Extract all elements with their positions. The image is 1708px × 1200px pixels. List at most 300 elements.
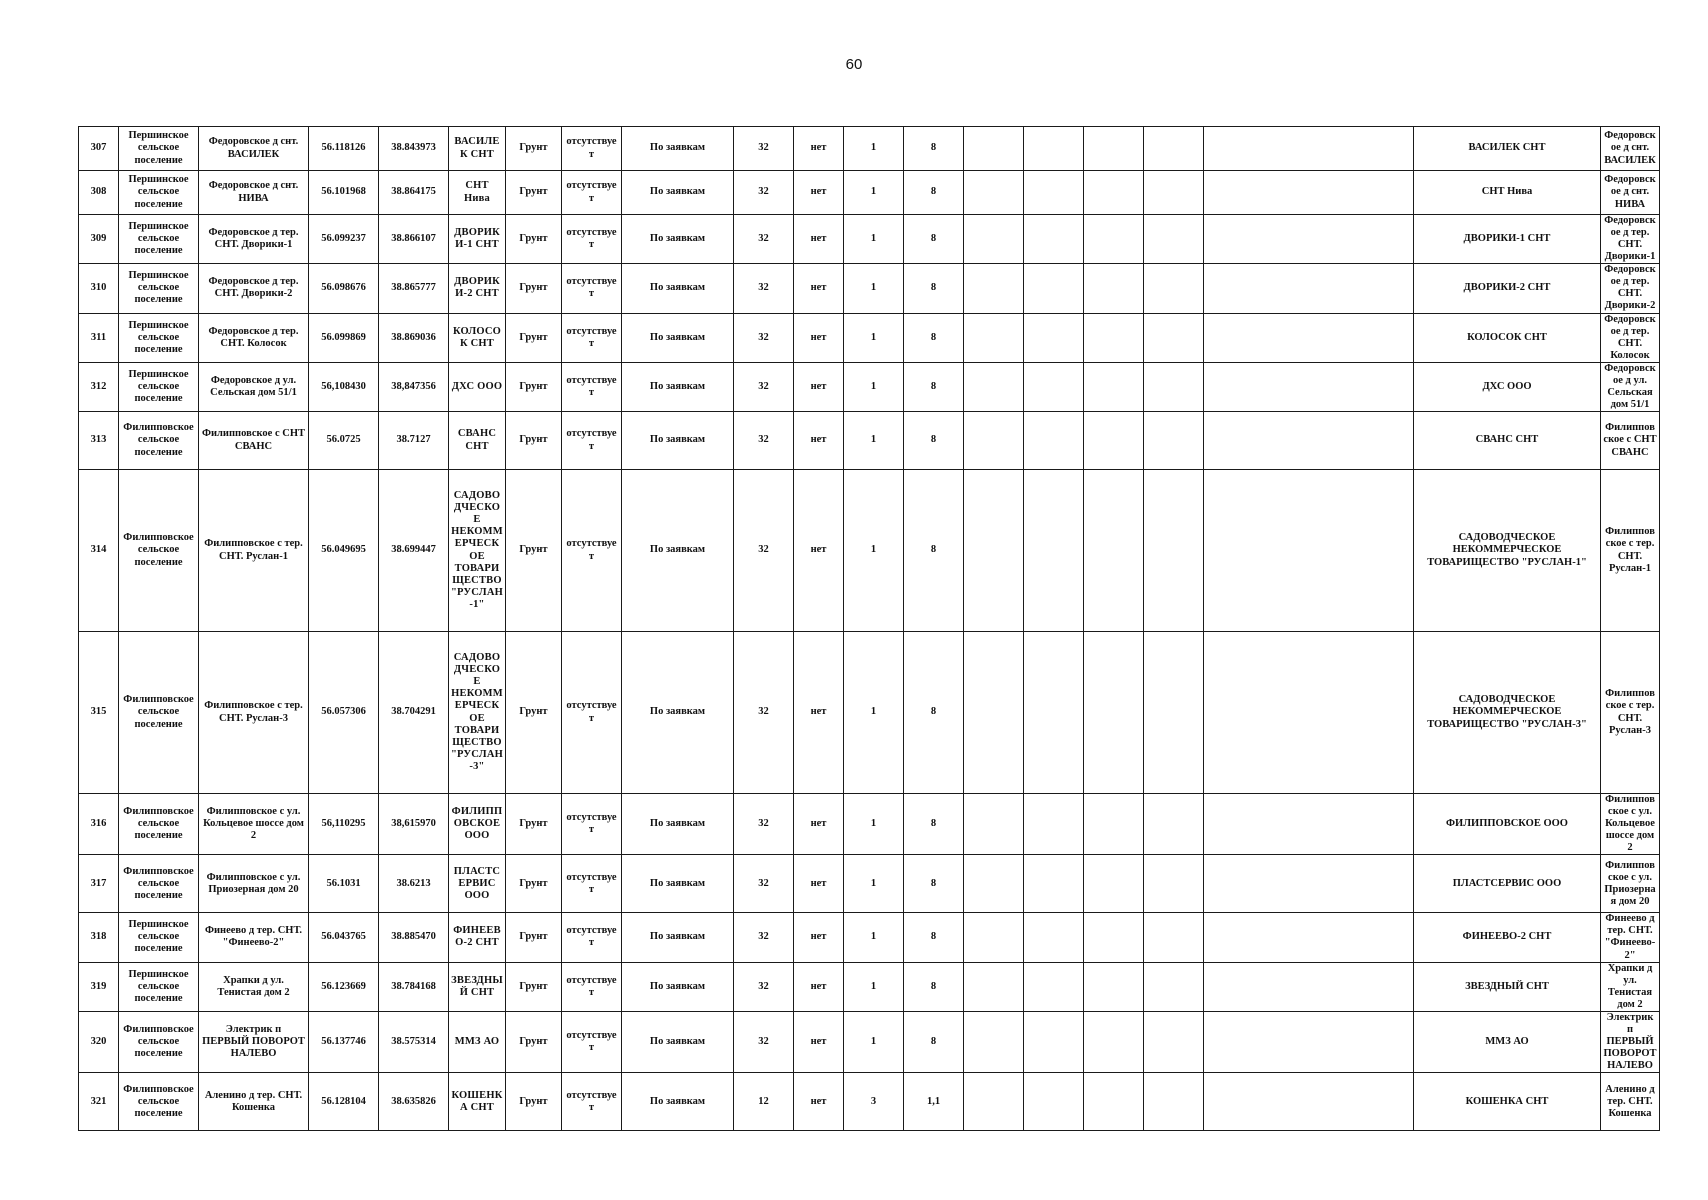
schedule-cell: По заявкам: [622, 794, 734, 855]
settlement-cell: Филипповское сельское поселение: [119, 1011, 199, 1072]
empty-cell: [1144, 127, 1204, 171]
empty-cell: [964, 962, 1024, 1011]
empty-cell: [1084, 171, 1144, 215]
owner-address-cell: Храпки д ул. Тенистая дом 2: [1601, 962, 1660, 1011]
owner-address-cell: Федоровское д тер. СНТ. Колосок: [1601, 313, 1660, 362]
volume-cell: 32: [734, 362, 794, 411]
address-cell: Федоровское д тер. СНТ. Колосок: [199, 313, 309, 362]
containers-count-cell: 1: [844, 215, 904, 264]
fence-cell: отсутствует: [562, 264, 622, 313]
surface-cell: Грунт: [506, 215, 562, 264]
volume-cell: 32: [734, 632, 794, 794]
owner-address-cell: Федоровское д снт. ВАСИЛЕК: [1601, 127, 1660, 171]
containers-count-cell: 1: [844, 1011, 904, 1072]
owner-name-cell: СВАНС СНТ: [1414, 412, 1601, 470]
table-row: [79, 794, 1660, 855]
capacity-cell: 8: [904, 264, 964, 313]
empty-cell: [964, 1011, 1024, 1072]
owner-address-cell: Филипповское с тер. СНТ. Руслан-3: [1601, 632, 1660, 794]
settlement-cell: Першинское сельское поселение: [119, 171, 199, 215]
site-name-cell: КОШЕНКА СНТ: [449, 1073, 506, 1131]
empty-cell: [964, 215, 1024, 264]
empty-cell: [1144, 1073, 1204, 1131]
site-name-cell: ЗВЕЗДНЫЙ СНТ: [449, 962, 506, 1011]
containers-count-cell: 1: [844, 794, 904, 855]
volume-cell: 32: [734, 313, 794, 362]
capacity-cell: 8: [904, 632, 964, 794]
owner-address-cell: Филипповское с ул. Кольцевое шоссе дом 2: [1601, 794, 1660, 855]
address-cell: Филипповское с тер. СНТ. Руслан-3: [199, 632, 309, 794]
settlement-cell: Першинское сельское поселение: [119, 127, 199, 171]
surface-cell: Грунт: [506, 412, 562, 470]
empty-cell: [1084, 215, 1144, 264]
longitude-cell: 38.784168: [379, 962, 449, 1011]
fence-cell: отсутствует: [562, 412, 622, 470]
empty-cell: [964, 264, 1024, 313]
latitude-cell: 56.043765: [309, 913, 379, 962]
owner-address-cell: Электрик п ПЕРВЫЙ ПОВОРОТ НАЛЕВО: [1601, 1011, 1660, 1072]
cover-cell: нет: [794, 362, 844, 411]
schedule-cell: По заявкам: [622, 1073, 734, 1131]
cover-cell: нет: [794, 264, 844, 313]
capacity-cell: 8: [904, 962, 964, 1011]
capacity-cell: 8: [904, 794, 964, 855]
settlement-cell: Першинское сельское поселение: [119, 913, 199, 962]
cover-cell: нет: [794, 855, 844, 913]
volume-cell: 32: [734, 962, 794, 1011]
site-name-cell: САДОВОДЧЕСКОЕ НЕКОММЕРЧЕСКОЕ ТОВАРИЩЕСТВО "РУСЛАН-3": [449, 632, 506, 794]
fence-cell: отсутствует: [562, 1073, 622, 1131]
empty-cell: [1204, 412, 1414, 470]
cover-cell: нет: [794, 215, 844, 264]
settlement-cell: Филипповское сельское поселение: [119, 632, 199, 794]
fence-cell: отсутствует: [562, 794, 622, 855]
schedule-cell: По заявкам: [622, 127, 734, 171]
empty-cell: [1144, 632, 1204, 794]
settlement-cell: Першинское сельское поселение: [119, 362, 199, 411]
volume-cell: 32: [734, 913, 794, 962]
owner-name-cell: КОШЕНКА СНТ: [1414, 1073, 1601, 1131]
cover-cell: нет: [794, 470, 844, 632]
cover-cell: нет: [794, 171, 844, 215]
empty-cell: [1024, 632, 1084, 794]
address-cell: Финеево д тер. СНТ. "Финеево-2": [199, 913, 309, 962]
schedule-cell: По заявкам: [622, 412, 734, 470]
owner-address-cell: Финеево д тер. СНТ. "Финеево-2": [1601, 913, 1660, 962]
table-row: [79, 913, 1660, 962]
surface-cell: Грунт: [506, 632, 562, 794]
owner-address-cell: Аленино д тер. СНТ. Кошенка: [1601, 1073, 1660, 1131]
table-row: [79, 264, 1660, 313]
containers-count-cell: 1: [844, 913, 904, 962]
site-name-cell: ДВОРИКИ-1 СНТ: [449, 215, 506, 264]
empty-cell: [1204, 962, 1414, 1011]
schedule-cell: По заявкам: [622, 962, 734, 1011]
cover-cell: нет: [794, 632, 844, 794]
settlement-cell: Першинское сельское поселение: [119, 313, 199, 362]
schedule-cell: По заявкам: [622, 470, 734, 632]
containers-count-cell: 3: [844, 1073, 904, 1131]
address-cell: Аленино д тер. СНТ. Кошенка: [199, 1073, 309, 1131]
latitude-cell: 56.118126: [309, 127, 379, 171]
site-name-cell: КОЛОСОК СНТ: [449, 313, 506, 362]
empty-cell: [1024, 794, 1084, 855]
table-row: [79, 632, 1660, 794]
owner-name-cell: САДОВОДЧЕСКОЕ НЕКОММЕРЧЕСКОЕ ТОВАРИЩЕСТВО "РУСЛАН-3": [1414, 632, 1601, 794]
latitude-cell: 56.099237: [309, 215, 379, 264]
table-row: [79, 412, 1660, 470]
longitude-cell: 38.843973: [379, 127, 449, 171]
empty-cell: [1144, 913, 1204, 962]
containers-count-cell: 1: [844, 127, 904, 171]
table-row: [79, 215, 1660, 264]
settlement-cell: Филипповское сельское поселение: [119, 412, 199, 470]
empty-cell: [1024, 962, 1084, 1011]
containers-count-cell: 1: [844, 855, 904, 913]
longitude-cell: 38.699447: [379, 470, 449, 632]
containers-count-cell: 1: [844, 470, 904, 632]
empty-cell: [1024, 1073, 1084, 1131]
empty-cell: [1084, 1073, 1144, 1131]
capacity-cell: 8: [904, 362, 964, 411]
fence-cell: отсутствует: [562, 1011, 622, 1072]
schedule-cell: По заявкам: [622, 171, 734, 215]
containers-count-cell: 1: [844, 412, 904, 470]
cover-cell: нет: [794, 913, 844, 962]
address-cell: Федоровское д тер. СНТ. Дворики-1: [199, 215, 309, 264]
empty-cell: [1144, 470, 1204, 632]
volume-cell: 32: [734, 127, 794, 171]
longitude-cell: 38,615970: [379, 794, 449, 855]
schedule-cell: По заявкам: [622, 362, 734, 411]
empty-cell: [1024, 313, 1084, 362]
owner-address-cell: Филипповское с ул. Приозерная дом 20: [1601, 855, 1660, 913]
surface-cell: Грунт: [506, 855, 562, 913]
cover-cell: нет: [794, 313, 844, 362]
capacity-cell: 8: [904, 127, 964, 171]
owner-name-cell: ЗВЕЗДНЫЙ СНТ: [1414, 962, 1601, 1011]
surface-cell: Грунт: [506, 962, 562, 1011]
capacity-cell: 8: [904, 171, 964, 215]
surface-cell: Грунт: [506, 264, 562, 313]
containers-count-cell: 1: [844, 962, 904, 1011]
owner-address-cell: Федоровское д снт. НИВА: [1601, 171, 1660, 215]
table-body: [79, 127, 1660, 1131]
latitude-cell: 56.099869: [309, 313, 379, 362]
volume-cell: 32: [734, 264, 794, 313]
empty-cell: [1024, 362, 1084, 411]
cover-cell: нет: [794, 1011, 844, 1072]
empty-cell: [1204, 470, 1414, 632]
latitude-cell: 56,108430: [309, 362, 379, 411]
empty-cell: [1084, 313, 1144, 362]
table-row: [79, 1011, 1660, 1072]
empty-cell: [964, 362, 1024, 411]
capacity-cell: 8: [904, 1011, 964, 1072]
address-cell: Федоровское д снт. ВАСИЛЕК: [199, 127, 309, 171]
table-row: [79, 855, 1660, 913]
empty-cell: [1204, 1073, 1414, 1131]
address-cell: Храпки д ул. Тенистая дом 2: [199, 962, 309, 1011]
settlement-cell: Филипповское сельское поселение: [119, 855, 199, 913]
settlement-cell: Першинское сельское поселение: [119, 215, 199, 264]
empty-cell: [1204, 632, 1414, 794]
empty-cell: [1144, 1011, 1204, 1072]
surface-cell: Грунт: [506, 1011, 562, 1072]
latitude-cell: 56.0725: [309, 412, 379, 470]
surface-cell: Грунт: [506, 794, 562, 855]
row-number: 320: [79, 1011, 119, 1072]
latitude-cell: 56.098676: [309, 264, 379, 313]
empty-cell: [964, 632, 1024, 794]
fence-cell: отсутствует: [562, 313, 622, 362]
capacity-cell: 1,1: [904, 1073, 964, 1131]
volume-cell: 32: [734, 215, 794, 264]
empty-cell: [1024, 1011, 1084, 1072]
row-number: 309: [79, 215, 119, 264]
schedule-cell: По заявкам: [622, 632, 734, 794]
schedule-cell: По заявкам: [622, 313, 734, 362]
settlement-cell: Филипповское сельское поселение: [119, 470, 199, 632]
fence-cell: отсутствует: [562, 962, 622, 1011]
latitude-cell: 56.123669: [309, 962, 379, 1011]
row-number: 315: [79, 632, 119, 794]
table-row: [79, 127, 1660, 171]
longitude-cell: 38.865777: [379, 264, 449, 313]
row-number: 316: [79, 794, 119, 855]
empty-cell: [1204, 215, 1414, 264]
owner-address-cell: Федоровское д тер. СНТ. Дворики-2: [1601, 264, 1660, 313]
settlement-cell: Першинское сельское поселение: [119, 264, 199, 313]
latitude-cell: 56.128104: [309, 1073, 379, 1131]
schedule-cell: По заявкам: [622, 1011, 734, 1072]
table-row: [79, 470, 1660, 632]
empty-cell: [964, 171, 1024, 215]
owner-address-cell: Филипповское с СНТ СВАНС: [1601, 412, 1660, 470]
empty-cell: [1024, 913, 1084, 962]
cover-cell: нет: [794, 1073, 844, 1131]
owner-name-cell: ДВОРИКИ-1 СНТ: [1414, 215, 1601, 264]
empty-cell: [1024, 127, 1084, 171]
empty-cell: [1204, 313, 1414, 362]
empty-cell: [1024, 855, 1084, 913]
latitude-cell: 56.049695: [309, 470, 379, 632]
empty-cell: [1144, 313, 1204, 362]
site-name-cell: ВАСИЛЕК СНТ: [449, 127, 506, 171]
empty-cell: [1144, 215, 1204, 264]
empty-cell: [1084, 913, 1144, 962]
row-number: 314: [79, 470, 119, 632]
row-number: 313: [79, 412, 119, 470]
row-number: 319: [79, 962, 119, 1011]
cover-cell: нет: [794, 962, 844, 1011]
empty-cell: [1204, 171, 1414, 215]
table-row: [79, 1073, 1660, 1131]
capacity-cell: 8: [904, 215, 964, 264]
empty-cell: [1144, 412, 1204, 470]
fence-cell: отсутствует: [562, 913, 622, 962]
empty-cell: [964, 1073, 1024, 1131]
volume-cell: 32: [734, 794, 794, 855]
fence-cell: отсутствует: [562, 362, 622, 411]
owner-name-cell: ММЗ АО: [1414, 1011, 1601, 1072]
volume-cell: 32: [734, 412, 794, 470]
empty-cell: [1024, 470, 1084, 632]
empty-cell: [964, 913, 1024, 962]
fence-cell: отсутствует: [562, 632, 622, 794]
longitude-cell: 38.885470: [379, 913, 449, 962]
latitude-cell: 56,110295: [309, 794, 379, 855]
site-name-cell: ФИЛИППОВСКОЕ ООО: [449, 794, 506, 855]
fence-cell: отсутствует: [562, 470, 622, 632]
registry-table: [78, 126, 1660, 1131]
empty-cell: [1084, 470, 1144, 632]
owner-name-cell: СНТ Нива: [1414, 171, 1601, 215]
empty-cell: [1144, 264, 1204, 313]
owner-address-cell: Федоровское д ул. Сельская дом 51/1: [1601, 362, 1660, 411]
fence-cell: отсутствует: [562, 215, 622, 264]
empty-cell: [964, 127, 1024, 171]
longitude-cell: 38.635826: [379, 1073, 449, 1131]
owner-address-cell: Федоровское д тер. СНТ. Дворики-1: [1601, 215, 1660, 264]
owner-name-cell: ВАСИЛЕК СНТ: [1414, 127, 1601, 171]
row-number: 318: [79, 913, 119, 962]
latitude-cell: 56.1031: [309, 855, 379, 913]
site-name-cell: ДХС ООО: [449, 362, 506, 411]
owner-name-cell: КОЛОСОК СНТ: [1414, 313, 1601, 362]
empty-cell: [1144, 855, 1204, 913]
owner-address-cell: Филипповское с тер. СНТ. Руслан-1: [1601, 470, 1660, 632]
site-name-cell: САДОВОДЧЕСКОЕ НЕКОММЕРЧЕСКОЕ ТОВАРИЩЕСТВО "РУСЛАН-1": [449, 470, 506, 632]
address-cell: Электрик п ПЕРВЫЙ ПОВОРОТ НАЛЕВО: [199, 1011, 309, 1072]
capacity-cell: 8: [904, 855, 964, 913]
schedule-cell: По заявкам: [622, 855, 734, 913]
empty-cell: [1144, 171, 1204, 215]
longitude-cell: 38.704291: [379, 632, 449, 794]
latitude-cell: 56.137746: [309, 1011, 379, 1072]
containers-count-cell: 1: [844, 264, 904, 313]
schedule-cell: По заявкам: [622, 215, 734, 264]
longitude-cell: 38.866107: [379, 215, 449, 264]
empty-cell: [964, 412, 1024, 470]
row-number: 307: [79, 127, 119, 171]
cover-cell: нет: [794, 794, 844, 855]
owner-name-cell: ПЛАСТСЕРВИС ООО: [1414, 855, 1601, 913]
empty-cell: [964, 855, 1024, 913]
settlement-cell: Филипповское сельское поселение: [119, 1073, 199, 1131]
empty-cell: [1084, 855, 1144, 913]
containers-count-cell: 1: [844, 171, 904, 215]
longitude-cell: 38.575314: [379, 1011, 449, 1072]
surface-cell: Грунт: [506, 913, 562, 962]
page-number: 60: [845, 56, 863, 73]
empty-cell: [1084, 632, 1144, 794]
surface-cell: Грунт: [506, 362, 562, 411]
latitude-cell: 56.101968: [309, 171, 379, 215]
longitude-cell: 38.869036: [379, 313, 449, 362]
table-row: [79, 171, 1660, 215]
cover-cell: нет: [794, 127, 844, 171]
schedule-cell: По заявкам: [622, 913, 734, 962]
volume-cell: 32: [734, 171, 794, 215]
row-number: 312: [79, 362, 119, 411]
settlement-cell: Першинское сельское поселение: [119, 962, 199, 1011]
row-number: 317: [79, 855, 119, 913]
capacity-cell: 8: [904, 412, 964, 470]
empty-cell: [1024, 412, 1084, 470]
settlement-cell: Филипповское сельское поселение: [119, 794, 199, 855]
empty-cell: [1204, 264, 1414, 313]
owner-name-cell: ФИЛИППОВСКОЕ ООО: [1414, 794, 1601, 855]
empty-cell: [1024, 215, 1084, 264]
empty-cell: [1084, 412, 1144, 470]
empty-cell: [964, 470, 1024, 632]
address-cell: Федоровское д тер. СНТ. Дворики-2: [199, 264, 309, 313]
address-cell: Федоровское д снт. НИВА: [199, 171, 309, 215]
row-number: 308: [79, 171, 119, 215]
empty-cell: [1204, 127, 1414, 171]
surface-cell: Грунт: [506, 313, 562, 362]
surface-cell: Грунт: [506, 127, 562, 171]
longitude-cell: 38.864175: [379, 171, 449, 215]
volume-cell: 32: [734, 1011, 794, 1072]
empty-cell: [1084, 362, 1144, 411]
containers-count-cell: 1: [844, 632, 904, 794]
empty-cell: [1204, 855, 1414, 913]
capacity-cell: 8: [904, 470, 964, 632]
table-row: [79, 362, 1660, 411]
containers-count-cell: 1: [844, 313, 904, 362]
empty-cell: [1204, 362, 1414, 411]
address-cell: Федоровское д ул. Сельская дом 51/1: [199, 362, 309, 411]
owner-name-cell: ДХС ООО: [1414, 362, 1601, 411]
surface-cell: Грунт: [506, 1073, 562, 1131]
site-name-cell: ММЗ АО: [449, 1011, 506, 1072]
empty-cell: [1024, 264, 1084, 313]
empty-cell: [1084, 264, 1144, 313]
address-cell: Филипповское с СНТ СВАНС: [199, 412, 309, 470]
fence-cell: отсутствует: [562, 127, 622, 171]
schedule-cell: По заявкам: [622, 264, 734, 313]
table-row: [79, 962, 1660, 1011]
fence-cell: отсутствует: [562, 855, 622, 913]
fence-cell: отсутствует: [562, 171, 622, 215]
capacity-cell: 8: [904, 913, 964, 962]
empty-cell: [1024, 171, 1084, 215]
address-cell: Филипповское с тер. СНТ. Руслан-1: [199, 470, 309, 632]
site-name-cell: ФИНЕЕВО-2 СНТ: [449, 913, 506, 962]
empty-cell: [1144, 362, 1204, 411]
capacity-cell: 8: [904, 313, 964, 362]
site-name-cell: ПЛАСТСЕРВИС ООО: [449, 855, 506, 913]
latitude-cell: 56.057306: [309, 632, 379, 794]
row-number: 321: [79, 1073, 119, 1131]
volume-cell: 32: [734, 855, 794, 913]
table-row: [79, 313, 1660, 362]
address-cell: Филипповское с ул. Кольцевое шоссе дом 2: [199, 794, 309, 855]
empty-cell: [1204, 1011, 1414, 1072]
longitude-cell: 38.7127: [379, 412, 449, 470]
empty-cell: [1084, 962, 1144, 1011]
empty-cell: [1204, 794, 1414, 855]
empty-cell: [1204, 913, 1414, 962]
empty-cell: [1144, 962, 1204, 1011]
owner-name-cell: ДВОРИКИ-2 СНТ: [1414, 264, 1601, 313]
empty-cell: [1084, 1011, 1144, 1072]
address-cell: Филипповское с ул. Приозерная дом 20: [199, 855, 309, 913]
empty-cell: [1084, 794, 1144, 855]
longitude-cell: 38,847356: [379, 362, 449, 411]
